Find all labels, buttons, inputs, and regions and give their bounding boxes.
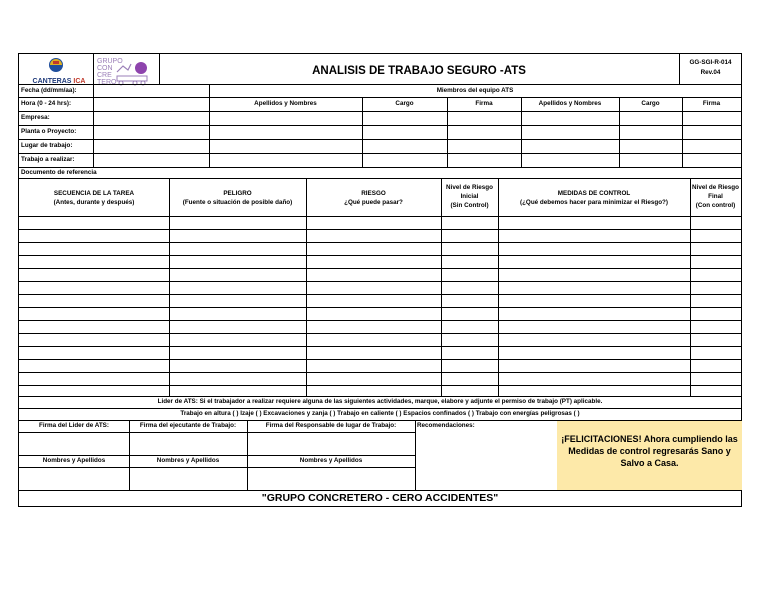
team-col-cargo-1: Cargo xyxy=(395,100,414,107)
svg-text:GRUPO: GRUPO xyxy=(97,58,123,65)
label-fecha: Fecha (dd/mm/aa): xyxy=(21,87,77,94)
team-col-firma-2: Firma xyxy=(702,100,721,107)
col-nivel-inicial-2: Inicial xyxy=(460,193,479,200)
sig-leader-label: Firma del Lider de ATS: xyxy=(39,422,109,429)
svg-text:CRE: CRE xyxy=(97,72,112,79)
ats-form xyxy=(18,53,742,507)
canteras-ica-logo xyxy=(24,56,94,86)
team-col-names-1: Apellidos y Nombres xyxy=(254,100,317,107)
leader-signature-field[interactable] xyxy=(20,433,128,454)
recommendations-field[interactable] xyxy=(416,432,556,489)
col-medidas-title: MEDIDAS DE CONTROL xyxy=(557,190,631,197)
label-empresa: Empresa: xyxy=(21,114,50,121)
label-planta: Planta o Proyecto: xyxy=(21,128,77,135)
empresa-field[interactable] xyxy=(94,112,208,124)
col-nivel-final-2: Final xyxy=(708,193,723,200)
trabajo-field[interactable] xyxy=(94,154,208,166)
exec-signature-field[interactable] xyxy=(130,433,246,454)
col-riesgo-title: RIESGO xyxy=(361,190,386,197)
footer-slogan: "GRUPO CONCRETERO - CERO ACCIDENTES" xyxy=(261,492,499,504)
col-riesgo-sub: ¿Qué puede pasar? xyxy=(344,199,403,206)
col-secuencia-title: SECUENCIA DE LA TAREA xyxy=(53,190,135,197)
col-medidas-sub: (¿Qué debemos hacer para minimizar el Riesgo?) xyxy=(519,199,669,206)
team-col-names-2: Apellidos y Nombres xyxy=(538,100,602,107)
lugar-field[interactable] xyxy=(94,140,208,152)
planta-field[interactable] xyxy=(94,126,208,138)
team-col-cargo-2: Cargo xyxy=(641,100,660,107)
leader-activities: Trabajo en altura ( ) Izaje ( ) Excavaciones y zanja ( ) Trabajo en caliente ( ) Espacios confinados ( ) Trabajo con energías peligrosas ( ) xyxy=(180,410,580,417)
recommendations-label: Recomendaciones: xyxy=(417,422,475,429)
names-label-1: Nombres y Apellidos xyxy=(42,457,106,464)
label-lugar: Lugar de trabajo: xyxy=(21,142,73,149)
sig-exec-label: Firma del ejecutante de Trabajo: xyxy=(139,422,237,429)
grupo-concretero-logo xyxy=(95,56,155,86)
hora-field[interactable] xyxy=(94,98,208,110)
col-nivel-inicial-3: (Sin Control) xyxy=(450,202,489,209)
col-peligro-sub: (Fuente o situación de posible daño) xyxy=(182,199,293,206)
sig-resp-label: Firma del Responsable de lugar de Trabajo: xyxy=(265,422,397,429)
svg-text:CON: CON xyxy=(97,65,113,72)
form-rev: Rev.04 xyxy=(700,69,721,76)
team-title: Miembros del equipo ATS xyxy=(436,87,514,94)
names-label-2: Nombres y Apellidos xyxy=(156,457,220,464)
form-code: GG-SGI-R-014 xyxy=(689,59,732,66)
names-label-3: Nombres y Apellidos xyxy=(299,457,363,464)
col-nivel-final-3: (Con control) xyxy=(695,202,736,209)
col-nivel-inicial-1: Nivel de Riesgo xyxy=(446,184,493,191)
team-col-firma-1: Firma xyxy=(475,100,493,107)
label-trabajo: Trabajo a realizar: xyxy=(21,156,75,163)
col-secuencia-sub: (Antes, durante y después) xyxy=(53,199,135,206)
col-nivel-final-1: Nivel de Riesgo xyxy=(692,184,739,191)
congrats-box xyxy=(557,421,742,490)
fecha-field[interactable] xyxy=(94,85,208,96)
resp-signature-field[interactable] xyxy=(248,433,414,454)
congrats-text: ¡FELICITACIONES! Ahora cumpliendo las Medidas de control regresarás Sano y Salvo a Casa. xyxy=(561,434,738,468)
label-hora: Hora (0 - 24 hrs): xyxy=(21,100,72,107)
form-title: ANALISIS DE TRABAJO SEGURO -ATS xyxy=(312,65,526,77)
col-peligro-title: PELIGRO xyxy=(223,190,252,197)
leader-note: Lider de ATS: Si el trabajador a realizar requiere alguna de las siguientes actividades, marque, elabore y adjunte el permiso de trabajo (PT) aplicable. xyxy=(157,398,603,405)
svg-text:CANTERAS ICA: CANTERAS ICA xyxy=(32,78,86,85)
label-doc-ref: Documento de referencia xyxy=(21,169,97,176)
svg-text:TERO: TERO xyxy=(97,79,117,86)
